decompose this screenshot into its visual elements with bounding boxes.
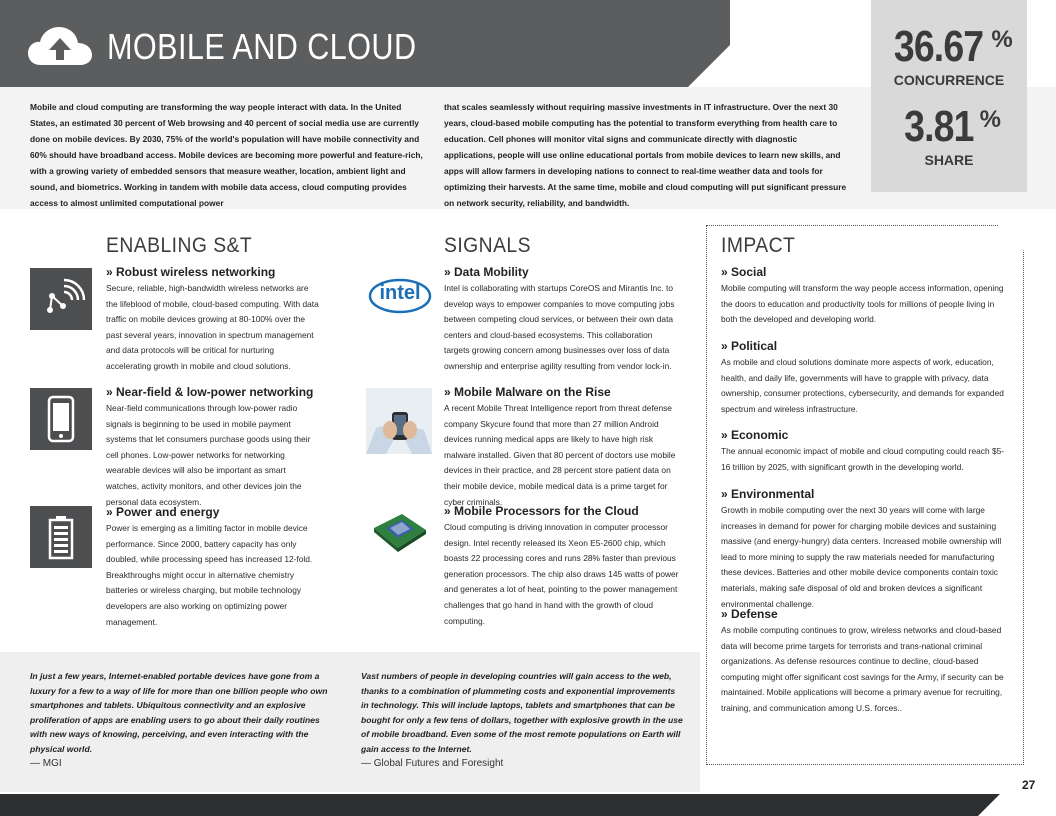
signals-item-title: » Mobile Processors for the Cloud (444, 504, 639, 518)
signals-heading: SIGNALS (444, 234, 531, 257)
wireless-network-icon (30, 268, 92, 330)
impact-heading: IMPACT (721, 234, 796, 257)
signals-item-title: » Mobile Malware on the Rise (444, 385, 611, 399)
quote-text: Vast numbers of people in developing countries will gain access to the web, thanks to a combination of plummeting costs and exponential improvements in technology. This will include laptops, tablets and smartphones that can be bought for only a few tens of dollars, together with explosive growth in the use of mobile broadband. Even some of the most remote populations on Earth will gain access to the Internet. (361, 671, 683, 754)
enabling-item-title: » Robust wireless networking (106, 265, 276, 279)
stats-box (871, 0, 1027, 192)
footer-bar (0, 794, 1000, 816)
intel-logo (368, 278, 432, 314)
phone-hands-photo (366, 388, 432, 454)
quote-attribution: — Global Futures and Foresight (361, 758, 504, 769)
intel-chip-photo (368, 508, 430, 556)
enabling-item-body: Power is emerging as a limiting factor in mobile device performance. Since 2000, battery capacity has only doubled, while processing speed has increased 12-fold. Breakthroughs might occur in alternative chemistry batteries or wireless charging, but mobile technology developers are also working on optimizing power management. (106, 523, 313, 627)
signals-item-body: A recent Mobile Threat Intelligence report from threat defense company Skycure found that more than 27 million Android devices running medical apps are likely to have high risk malware installed. Given that 80 percent of doctors use mobile devices in their practice, and 28 percent store patient data on their mobile device, mobile medical data is a prime target for cyber criminals. (444, 403, 676, 507)
impact-item-body: As mobile computing continues to grow, wireless networks and cloud-based data will become prime targets for terrorists and trans-national criminal organizations. As defense resources continue to decline, cloud-based computing might offer significant cost savings for the Army, if security can be maintained. Mobile applications will become a primary avenue for recruiting, training, and communication among U.S. forces.. (721, 625, 1004, 713)
impact-item-title: » Defense (721, 607, 778, 621)
stat-concurrence-value: 36.67 % (894, 22, 1012, 71)
enabling-item-body: Near-field communications through low-power radio signals is beginning to be used in mobile payment systems that let consumers purchase goods using their cell phones. Low-power networks for networking wearable devices will also be important as smart watches, activity monitors, and other devices join the personal data ecosystem. (106, 403, 311, 507)
quote-attribution: — MGI (30, 758, 62, 769)
page-number: 27 (1022, 778, 1036, 792)
title-bar (0, 0, 730, 87)
enabling-item-title: » Near-field & low-power networking (106, 385, 314, 399)
stat-share-label: SHARE (924, 152, 974, 168)
stat-concurrence-label: CONCURRENCE (893, 72, 1005, 88)
impact-item-body: As mobile and cloud solutions dominate more aspects of work, education, health, and daily life, governments will have to grapple with privacy, data ownership, consumer protections, cybersecurity, and demands for expanded spectrum and wireless infrastructure. (721, 357, 1004, 414)
page-title: MOBILE AND CLOUD (107, 26, 417, 67)
stat-share-value: 3.81 % (904, 102, 1000, 151)
cloud-upload-icon (27, 25, 93, 67)
impact-item-title: » Political (721, 339, 778, 353)
enabling-heading: ENABLING S&T (106, 234, 253, 257)
impact-item-title: » Social (721, 265, 767, 279)
impact-item-body: The annual economic impact of mobile and cloud computing could reach $5-16 trillion by 2025, with significant growth in the developing world. (721, 446, 1005, 472)
intro-paragraph-2: that scales seamlessly without requiring massive investments in IT infrastructure. Over the next 30 years, cloud-based mobile computing has the potential to transform everything from health care to education. Cell phones will monitor vital signs and communicate directly with diagnostic applications, people will use online educational portals from mobile devices to learn new skills, and apps will allow farmers in developing nations to connect to real-time weather data and tools for optimizing their harvests. At the same time, mobile and cloud computing will put significant pressure on network security, reliability, and bandwidth. (444, 102, 847, 208)
impact-item-body: Mobile computing will transform the way people access information, opening the doors to education and productivity tools for millions of people living in both the developed and developing world. (721, 283, 1004, 325)
battery-icon (30, 506, 92, 568)
impact-item-title: » Economic (721, 428, 789, 442)
impact-item-title: » Environmental (721, 487, 815, 501)
signals-item-title: » Data Mobility (444, 265, 529, 279)
impact-item-body: Growth in mobile computing over the next 30 years will come with large increases in demand for power for charging mobile devices and sustaining massive (and energy-hungry) data centers. Increased mobile ownership will lead to more mining to supply the raw materials needed for manufacturing these devices. Batteries and other mobile device components contain toxic materials, making safe disposal of old and broken devices a significant environmental challenge. (721, 505, 1002, 609)
intro-paragraph-1: Mobile and cloud computing are transforming the way people interact with data. In the United States, an estimated 30 percent of Web browsing and 40 percent of social media use are currently done on mobile devices. By 2030, 75% of the world's population will have mobile connectivity and 60% should have broadband access. Mobile devices are becoming more powerful and feature-rich, with a growing variety of embedded sensors that measure weather, location, ambient light and sound, and biometrics. Working in tandem with mobile data access, cloud computing provides access to almost unlimited computational power (30, 102, 423, 208)
enabling-item-body: Secure, reliable, high-bandwidth wireless networks are the lifeblood of mobile, cloud-based computing. With data traffic on mobile devices growing at 80-100% over the past several years, innovation in spectrum management and data protocols will be critical for nurturing accelerating growth in mobile and cloud solutions. (106, 283, 319, 371)
quote-text: In just a few years, Internet-enabled portable devices have gone from a luxury for a few to a way of life for more than one billion people who own smartphones and tablets. Ubiquitous connectivity and an explosive proliferation of apps are enabling users to go about their daily routines with new ways of knowing, perceiving, and even interacting with the physical world. (30, 671, 328, 754)
intel-logo-text: intel (379, 282, 421, 304)
smartphone-icon (30, 388, 92, 450)
signals-item-body: Intel is collaborating with startups CoreOS and Mirantis Inc. to develop ways to empower companies to move computing jobs between competing cloud services, or between their own data centers and cloud-based ecosystems. This collaboration targets growing concern among businesses over loss of data ownership and enterprise agility resulting from vendor lock-in. (444, 283, 675, 371)
enabling-item-title: » Power and energy (106, 505, 220, 519)
signals-item-body: Cloud computing is driving innovation in computer processor design. Intel recently released its Xeon E5-2600 chip, which boasts 22 processing cores and runs 28% faster than previous generation processors. The chip also draws 145 watts of power and generates a lot of heat, pointing to the power management challenges that go hand in hand with the growth of cloud computing. (444, 522, 679, 626)
